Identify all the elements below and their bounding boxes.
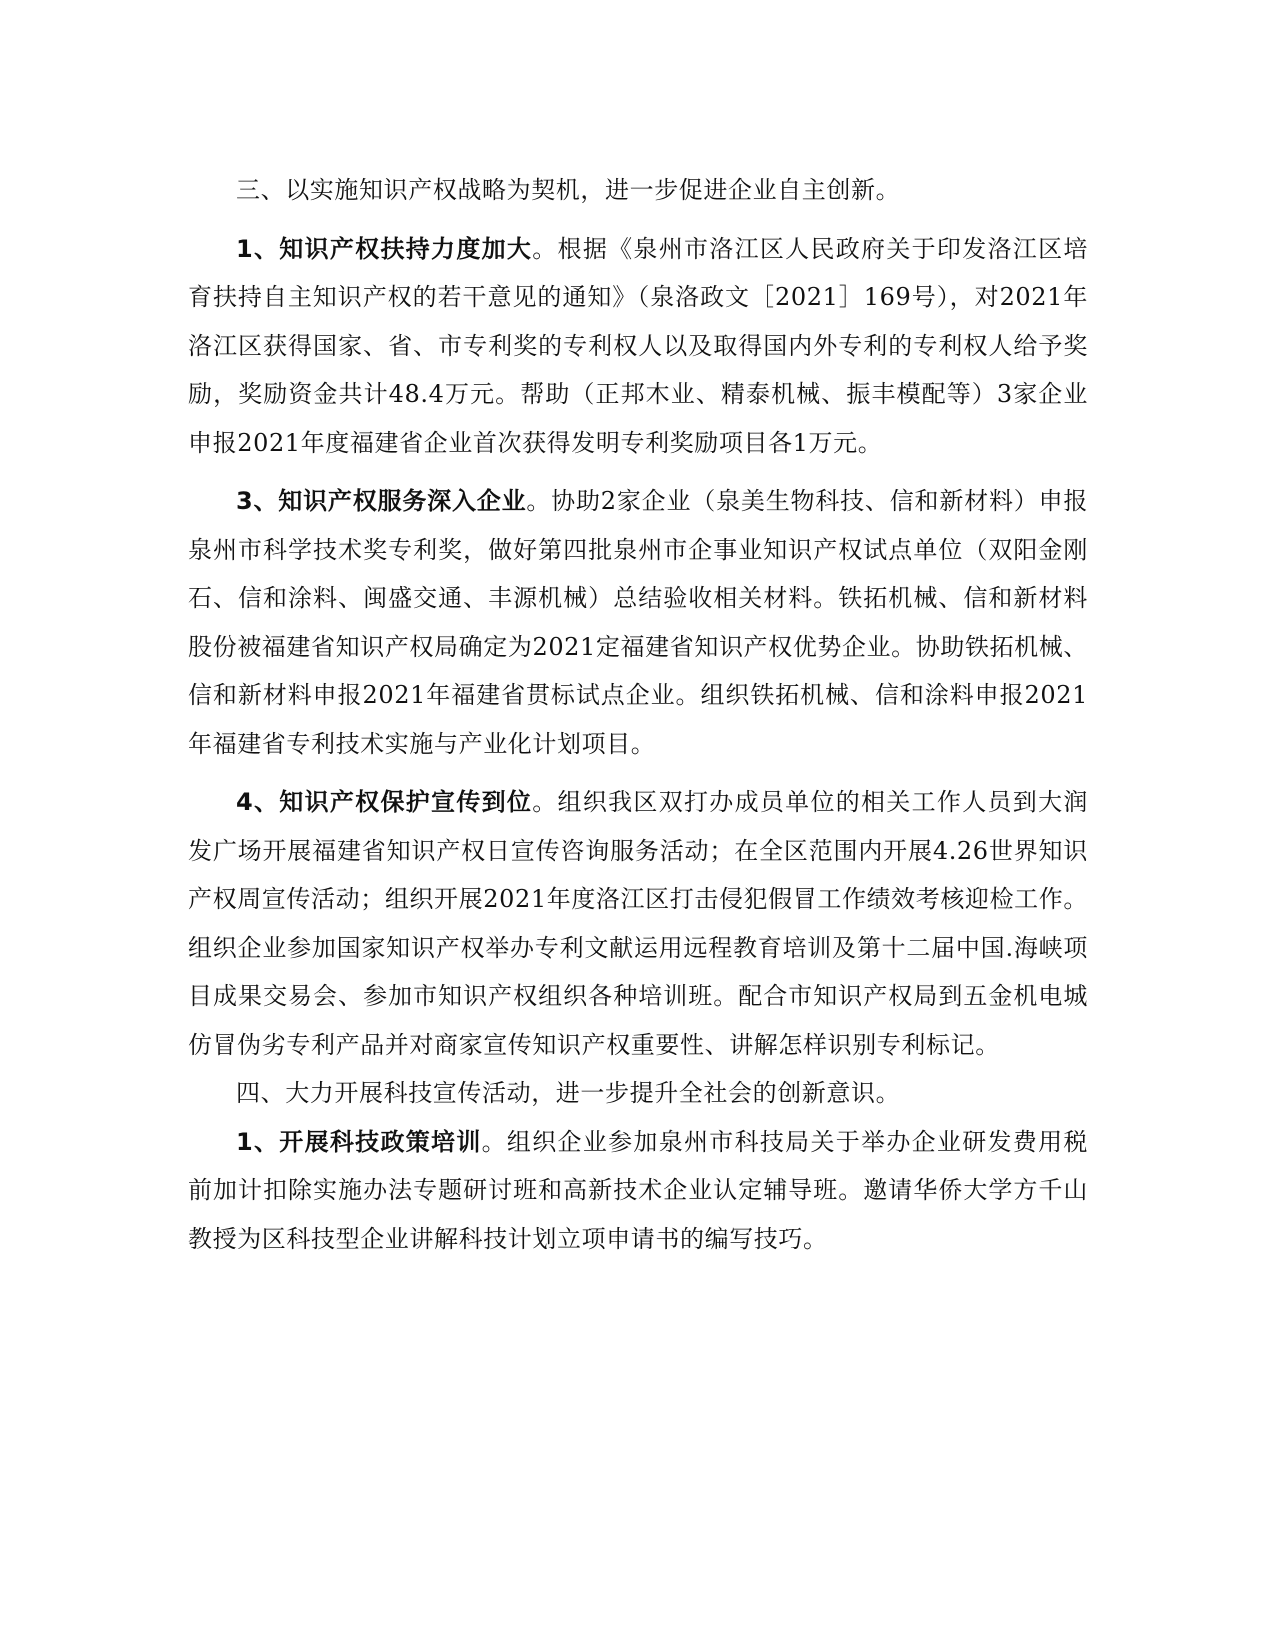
item-text: 。组织我区双打办成员单位的相关工作人员到大润发广场开展福建省知识产权日宣传咨询服务活动；在全区范围内开展4.26世界知识产权周宣传活动；组织开展2021年度洛江区打击侵犯假冒工作绩效考核迎检工作。组织企业参加国家知识产权举办专利文献运用远程教育培训及第十二届中国.海峡项目成果交易会、参加市知识产权组织各种培训班。配合市知识产权局到五金机电城仿冒伪劣专利产品并对商家宣传知识产权重要性、讲解怎样识别专利标记。	[188, 788, 1088, 1059]
section-3-item-4	[188, 778, 1088, 1069]
section-3-item-1	[188, 225, 1088, 468]
section-3-item-3	[188, 477, 1088, 768]
document-body	[188, 166, 1088, 1263]
item-lead: 1、知识产权扶持力度加大	[236, 234, 533, 263]
section-4-heading: 四、大力开展科技宣传活动，进一步提升全社会的创新意识。	[236, 1079, 901, 1107]
item-lead: 4、知识产权保护宣传到位	[236, 788, 533, 816]
item-text: 。根据《泉州市洛江区人民政府关于印发洛江区培育扶持自主知识产权的若干意见的通知》（泉洛政文［2021］169号），对2021年洛江区获得国家、省、市专利奖的专利权人以及取得国内外专利的专利权人给予奖励，奖励资金共计48.4万元。帮助（正邦木业、精泰机械、振丰模配等）3家企业申报2021年度福建省企业首次获得发明专利奖励项目各1万元。	[188, 234, 1088, 457]
item-text: 。协助2家企业（泉美生物科技、信和新材料）申报泉州市科学技术奖专利奖，做好第四批泉州市企事业知识产权试点单位（双阳金刚石、信和涂料、闽盛交通、丰源机械）总结验收相关材料。铁拓机械、信和新材料股份被福建省知识产权局确定为2021定福建省知识产权优势企业。协助铁拓机械、信和新材料申报2021年福建省贯标试点企业。组织铁拓机械、信和涂料申报2021年福建省专利技术实施与产业化计划项目。	[188, 487, 1088, 758]
item-lead: 1、开展科技政策培训	[236, 1127, 482, 1156]
item-lead: 3、知识产权服务深入企业	[236, 487, 527, 515]
section-3-heading: 三、以实施知识产权战略为契机，进一步促进企业自主创新。	[236, 176, 901, 204]
item-text: 。组织企业参加泉州市科技局关于举办企业研发费用税前加计扣除实施办法专题研讨班和高新技术企业认定辅导班。邀请华侨大学方千山教授为区科技型企业讲解科技计划立项申请书的编写技巧。	[188, 1127, 1088, 1253]
section-4-item-1	[188, 1118, 1088, 1264]
